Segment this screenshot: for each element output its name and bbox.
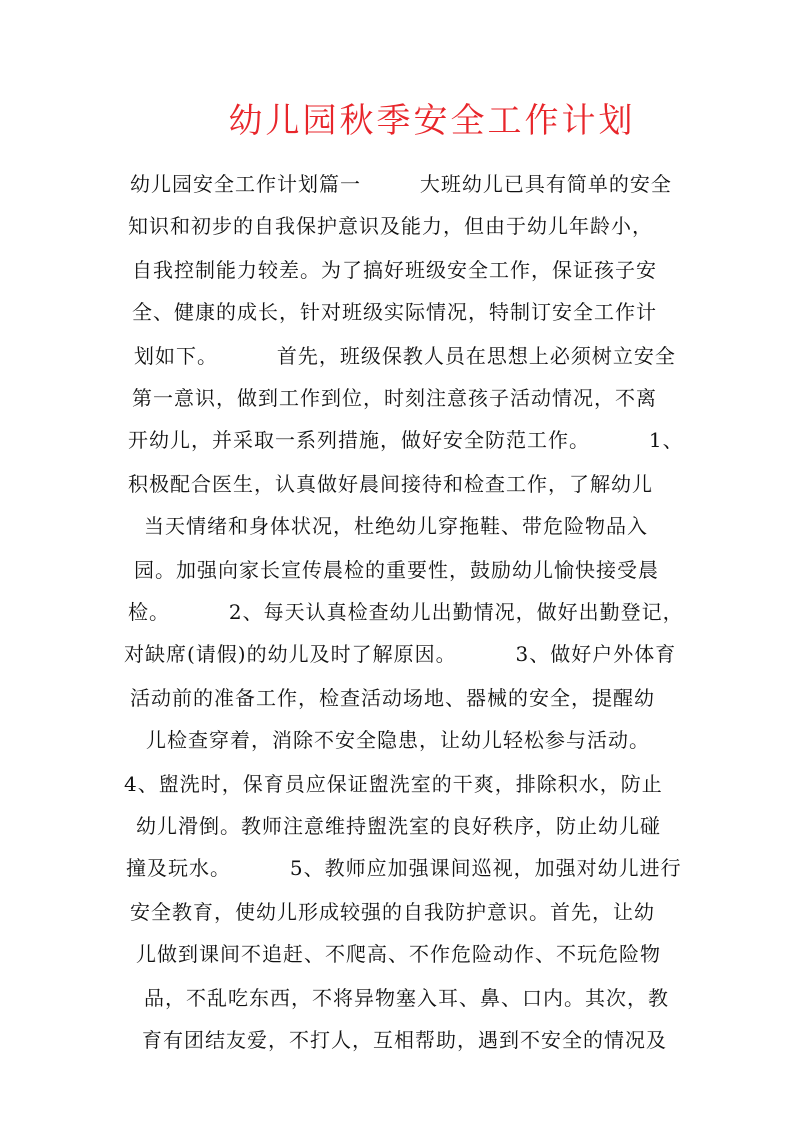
- text-line: 全、健康的成长，针对班级实际情况，特制订安全工作计: [132, 300, 657, 324]
- text-line: 当天情绪和身体状况，杜绝幼儿穿拖鞋、带危险物品入: [144, 514, 648, 538]
- document-title: 幼儿园秋季安全工作计划: [228, 101, 636, 141]
- text-line: 撞及玩水。 5、教师应加强课间巡视，加强对幼儿进行: [126, 856, 682, 880]
- text-line: 4、盥洗时，保育员应保证盥洗室的干爽，排除积水，防止: [124, 772, 663, 796]
- text-line: 儿检查穿着，消除不安全隐患，让幼儿轻松参与活动。: [146, 728, 650, 752]
- text-line: 积极配合医生，认真做好晨间接待和检查工作，了解幼儿: [128, 472, 653, 496]
- text-line: 自我控制能力较差。为了搞好班级安全工作，保证孩子安: [132, 258, 657, 282]
- text-line: 幼儿滑倒。教师注意维持盥洗室的良好秩序，防止幼儿碰: [136, 814, 661, 838]
- text-line: 知识和初步的自我保护意识及能力，但由于幼儿年龄小，: [128, 214, 653, 238]
- text-line: 品，不乱吃东西，不将异物塞入耳、鼻、口内。其次，教: [144, 986, 669, 1010]
- text-line: 安全教育，使幼儿形成较强的自我防护意识。首先，让幼: [130, 900, 655, 924]
- text-line: 第一意识，做到工作到位，时刻注意孩子活动情况，不离: [132, 386, 657, 410]
- text-line: 园。加强向家长宣传晨检的重要性，鼓励幼儿愉快接受晨: [134, 558, 659, 582]
- text-line: 幼儿园安全工作计划篇一 大班幼儿已具有简单的安全: [130, 172, 672, 196]
- text-line: 划如下。 首先，班级保教人员在思想上必须树立安全: [134, 344, 676, 368]
- text-line: 育有团结友爱，不打人，互相帮助，遇到不安全的情况及: [142, 1028, 667, 1052]
- text-line: 活动前的准备工作，检查活动场地、器械的安全，提醒幼: [130, 686, 655, 710]
- text-line: 对缺席(请假)的幼儿及时了解原因。 3、做好户外体育: [124, 642, 677, 666]
- text-line: 检。 2、每天认真检查幼儿出勤情况，做好出勤登记，: [128, 600, 684, 624]
- text-line: 开幼儿，并采取一系列措施，做好安全防范工作。 1、: [128, 428, 684, 452]
- text-line: 儿做到课间不追赶、不爬高、不作危险动作、不玩危险物: [136, 942, 661, 966]
